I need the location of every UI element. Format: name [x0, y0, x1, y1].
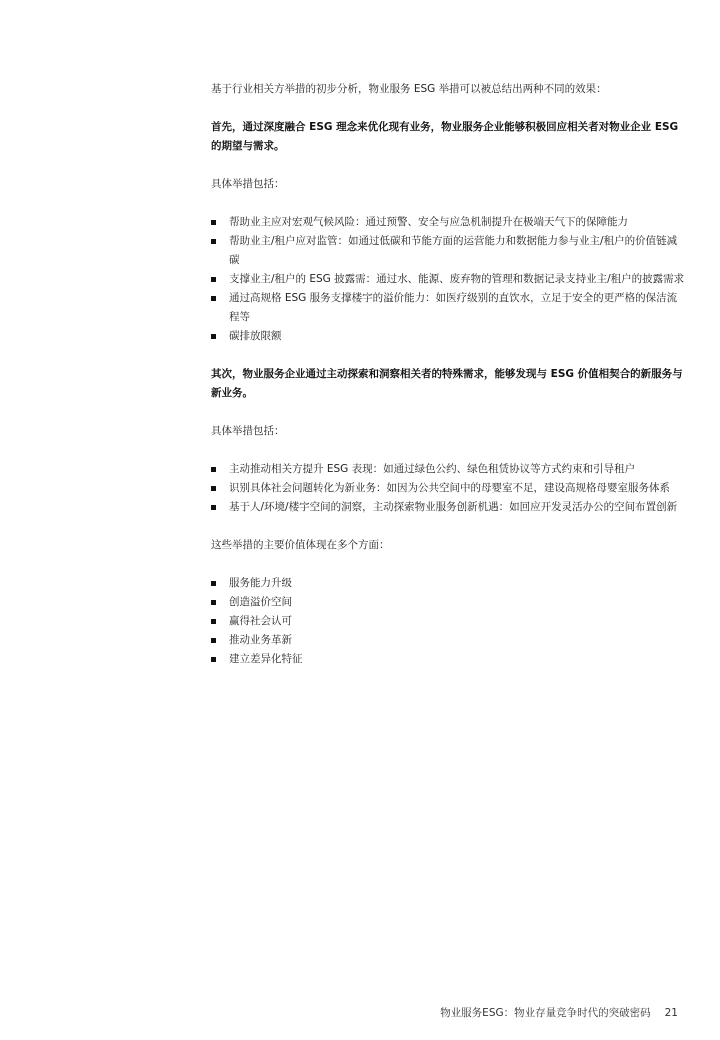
bullet-icon [211, 296, 216, 301]
bullet-icon [211, 619, 216, 624]
list-item: 基于人/环境/楼宇空间的洞察，主动探索物业服务创新机遇：如回应开发灵活办公的空间布置创新 [211, 498, 685, 517]
list-item: 赢得社会认可 [211, 612, 685, 631]
intro-paragraph: 基于行业相关方举措的初步分析，物业服务 ESG 举措可以被总结出两种不同的效果： [211, 83, 607, 95]
bullet-icon [211, 600, 216, 605]
bullet-icon [211, 657, 216, 662]
document-body [211, 80, 685, 669]
list-item: 主动推动相关方提升 ESG 表现：如通过绿色公约、绿色租赁协议等方式约束和引导租户 [211, 460, 685, 479]
value-bullet-list [211, 574, 685, 669]
bullet-icon [211, 220, 216, 225]
second-heading: 其次，物业服务企业通过主动探索和洞察相关者的特殊需求，能够发现与 ESG 价值相契合的新服务与新业务。 [211, 368, 683, 399]
bullet-icon [211, 505, 216, 510]
page-number: 21 [664, 1007, 678, 1019]
list-item: 通过高规格 ESG 服务支撑楼宇的溢价能力：如医疗级别的直饮水，立足于安全的更严格的保洁流程等 [211, 289, 685, 327]
bullet-icon [211, 239, 216, 244]
value-list-label: 这些举措的主要价值体现在多个方面： [211, 539, 390, 551]
second-list-label: 具体举措包括： [211, 425, 285, 437]
list-item: 识别具体社会问题转化为新业务：如因为公共空间中的母婴室不足，建设高规格母婴室服务体系 [211, 479, 685, 498]
bullet-icon [211, 467, 216, 472]
list-item: 帮助业主/租户应对监管：如通过低碳和节能方面的运营能力和数据能力参与业主/租户的价值链减碳 [211, 232, 685, 270]
bullet-icon [211, 486, 216, 491]
list-item: 支撑业主/租户的 ESG 披露需：通过水、能源、废弃物的管理和数据记录支持业主/租户的披露需求 [211, 270, 685, 289]
second-bullet-list [211, 460, 685, 517]
footer-title: 物业服务ESG：物业存量竞争时代的突破密码 [440, 1007, 651, 1019]
page-footer [440, 1005, 678, 1020]
list-item: 帮助业主应对宏观气候风险：通过预警、安全与应急机制提升在极端天气下的保障能力 [211, 213, 685, 232]
bullet-icon [211, 334, 216, 339]
first-heading: 首先，通过深度融合 ESG 理念来优化现有业务，物业服务企业能够积极回应相关者对物业企业 ESG 的期望与需求。 [211, 121, 679, 152]
bullet-icon [211, 638, 216, 643]
bullet-icon [211, 581, 216, 586]
bullet-icon [211, 277, 216, 282]
list-item: 建立差异化特征 [211, 650, 685, 669]
list-item: 推动业务革新 [211, 631, 685, 650]
list-item: 创造溢价空间 [211, 593, 685, 612]
list-item: 碳排放限额 [211, 327, 685, 346]
first-list-label: 具体举措包括： [211, 178, 285, 190]
list-item: 服务能力升级 [211, 574, 685, 593]
first-bullet-list [211, 213, 685, 346]
